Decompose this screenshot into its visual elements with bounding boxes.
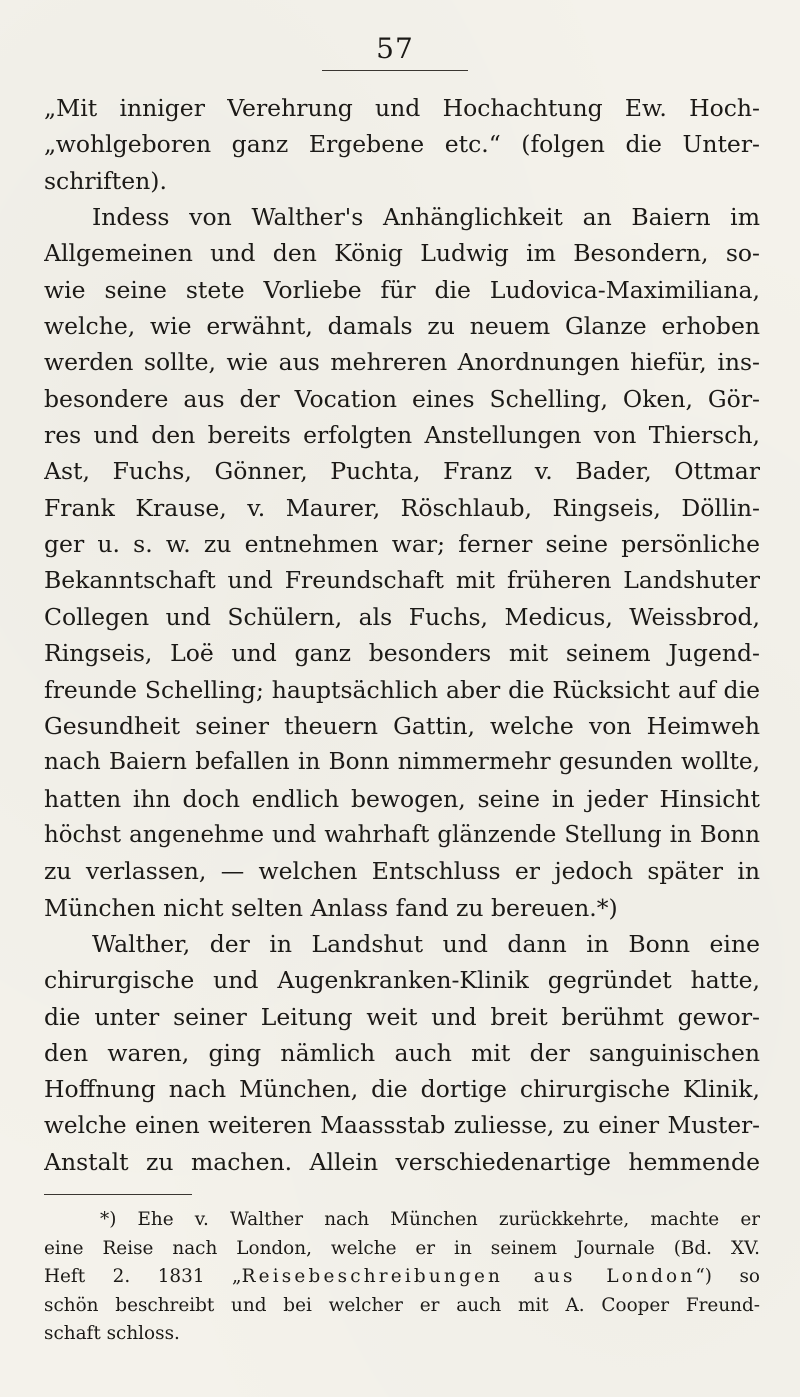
spaced-title: Reisebeschreibungen aus London (241, 1266, 696, 1288)
footnote (44, 1206, 760, 1349)
text-line: chirurgische und Augenkranken-Klinik gegründet hatte, (44, 966, 760, 995)
text-line: Anstalt zu machen. Allein verschiedenartige hemmende (44, 1147, 760, 1176)
text-line: Frank Krause, v. Maurer, Röschlaub, Ringseis, Döllin- (44, 493, 760, 522)
text-line: besondere aus der Vocation eines Schelling, Oken, Gör- (44, 384, 760, 413)
footnote-line: schön beschreibt und bei welcher er auch mit A. Cooper Freund- (44, 1294, 760, 1316)
text-line: „wohlgeboren ganz Ergebene etc.“ (folgen die Unter- (44, 130, 760, 159)
footnote-line (44, 1263, 760, 1292)
text-line: schriften). (44, 166, 167, 195)
text-line: nach Baiern befallen in Bonn nimmermehr gesunden wollte, (44, 748, 760, 776)
text-line: hatten ihn doch endlich bewogen, seine in jeder Hinsicht (44, 784, 760, 813)
text-line: welche einen weiteren Maassstab zuliesse, zu einer Muster- (44, 1111, 760, 1139)
footnote-line: schaft schloss. (44, 1323, 180, 1345)
text-line: Ringseis, Loë und ganz besonders mit seinem Jugend- (44, 639, 760, 668)
text-line: wie seine stete Vorliebe für die Ludovica-Maximiliana, (44, 275, 760, 304)
text-line: Gesundheit seiner theuern Gattin, welche von Heimweh (44, 711, 760, 740)
text-line: Collegen und Schülern, als Fuchs, Medicus, Weissbrod, (44, 602, 760, 631)
footnote-text: “) so (695, 1266, 760, 1288)
footnote-rule (44, 1194, 192, 1195)
text-line: „Mit inniger Verehrung und Hochachtung Ew. Hoch- (44, 94, 760, 122)
text-line: Ast, Fuchs, Gönner, Puchta, Franz v. Bader, Ottmar (44, 457, 760, 486)
text-line: werden sollte, wie aus mehreren Anordnungen hiefür, ins- (44, 348, 760, 377)
page-number: 57 (376, 32, 414, 65)
body-text (44, 90, 760, 1180)
text-line: Hoffnung nach München, die dortige chirurgische Klinik, (44, 1075, 760, 1104)
text-line: Allgemeinen und den König Ludwig im Besondern, so- (44, 239, 760, 268)
text-line: zu verlassen, — welchen Entschluss er jedoch später in (44, 857, 760, 886)
text-line: ger u. s. w. zu entnehmen war; ferner seine persönliche (44, 530, 760, 559)
text-line: München nicht selten Anlass fand zu bereuen.*) (44, 893, 618, 922)
footnote-text: Heft 2. 1831 „ (44, 1266, 242, 1288)
text-line: die unter seiner Leitung weit und breit berühmt gewor- (44, 1002, 760, 1031)
text-line: den waren, ging nämlich auch mit der sanguinischen (44, 1038, 760, 1067)
text-line: höchst angenehme und wahrhaft glänzende Stellung in Bonn (44, 821, 760, 848)
paragraph-start-line: Walther, der in Landshut und dann in Bonn eine (92, 929, 760, 958)
text-line: freunde Schelling; hauptsächlich aber die Rücksicht auf die (44, 675, 760, 704)
text-line: welche, wie erwähnt, damals zu neuem Glanze erhoben (44, 312, 760, 341)
paragraph-start-line: Indess von Walther's Anhänglichkeit an Baiern im (92, 203, 760, 232)
footnote-line: *) Ehe v. Walther nach München zurückkehrte, machte er (100, 1209, 760, 1230)
header-rule (322, 70, 468, 71)
footnote-line: eine Reise nach London, welche er in seinem Journale (Bd. XV. (44, 1237, 760, 1259)
text-line: res und den bereits erfolgten Anstellungen von Thiersch, (44, 421, 760, 450)
text-line: Bekanntschaft und Freundschaft mit früheren Landshuter (44, 566, 760, 595)
